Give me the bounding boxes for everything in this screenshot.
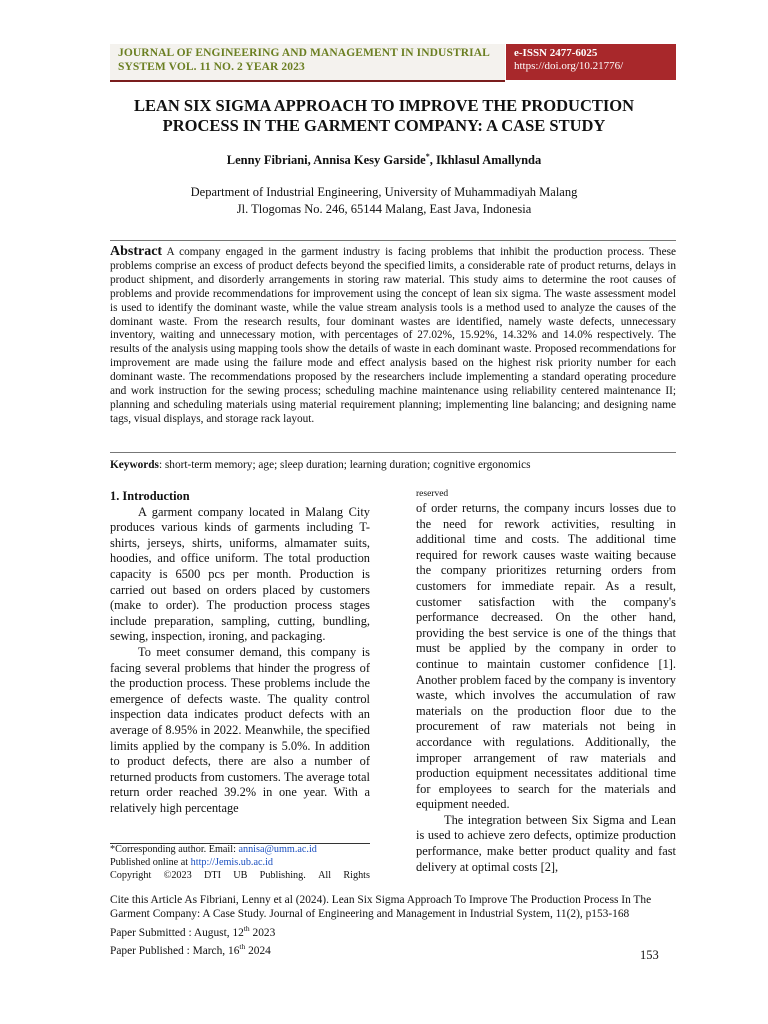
journal-name-line2: SYSTEM VOL. 11 NO. 2 YEAR 2023: [118, 61, 305, 73]
right-column: [416, 501, 676, 875]
affiliation: [100, 184, 668, 218]
published-date-label: Paper Published : March, 16: [110, 944, 240, 957]
reserved-label: reserved: [416, 489, 449, 499]
journal-header: [110, 44, 505, 82]
journal-name-line1: JOURNAL OF ENGINEERING AND MANAGEMENT IN INDUSTRIAL: [118, 47, 490, 59]
journal-name: [110, 44, 505, 74]
title-line2: PROCESS IN THE GARMENT COMPANY: A CASE STUDY: [162, 116, 606, 135]
page-number: 153: [640, 948, 659, 962]
intro-paragraph-3: of order returns, the company incurs losses due to the need for rework activities, resulting in additional time and costs. The additional time required for rework causes waste waiting because the company prioritizes returning orders from customers for immediate repair. As a result, customer satisfaction with the company's performance decreased. On the other hand, providing the best service is one of the things that must be applied by the company in order to continue to maintain customer confidence [1]. Another problem faced by the company is inventory waste, which involves the accumulation of raw materials on the production floor due to the procurement of raw materials not being in accordance with regulations. Additionally, the improper arrangement of raw materials and production equipment necessitates additional time for employees to search for the materials and equipment needed.: [416, 501, 676, 812]
abstract-bottom-rule: [110, 452, 676, 453]
submitted-year: 2023: [249, 926, 276, 939]
intro-paragraph-1: A garment company located in Malang City produces various kinds of garments including T-shirts, jerseys, shirts, uniforms, almamater suits, hoodies, and office uniform. The total production capacity is 6500 pcs per month. Production is carried out based on orders placed by customers (make to order). The production process stages include preparation, sampling, cutting, bundling, sewing, inspection, ironing, and packaging.: [110, 504, 370, 644]
keywords-text: : short-term memory; age; sleep duration; learning duration; cognitive ergonomics: [158, 459, 531, 471]
intro-paragraph-4: The integration between Six Sigma and Lean is used to achieve zero defects, optimize production performance, make better product quality and fast delivery at optimal costs [2],: [416, 812, 676, 874]
affiliation-line2: Jl. Tlogomas No. 246, 65144 Malang, East Java, Indonesia: [236, 202, 532, 216]
doi-link[interactable]: https://doi.org/10.21776/: [514, 60, 624, 72]
paper-published: [110, 940, 676, 958]
author-list-rest: , Ikhlasul Amallynda: [429, 153, 542, 168]
copyright-word-1: Copyright: [110, 869, 152, 881]
authors: [100, 152, 668, 168]
keywords-label: Keywords: [110, 459, 159, 471]
eissn: e-ISSN 2477-6025: [514, 47, 598, 59]
paper-title: [100, 96, 668, 136]
published-year: 2024: [245, 944, 271, 957]
published-sup: th: [239, 942, 246, 952]
copyright-word-7: Rights: [343, 869, 370, 881]
copyright-word-6: All: [318, 869, 332, 881]
journal-url-link[interactable]: http://Jemis.ub.ac.id: [190, 856, 273, 868]
published-online: [110, 857, 370, 870]
corresponding-label: *Corresponding author. Email:: [110, 844, 239, 855]
copyright-word-4: UB: [233, 869, 248, 881]
submitted-sup: th: [243, 923, 250, 933]
citation-text: Cite this Article As Fibriani, Lenny et al (2024). Lean Six Sigma Approach To Improve The Production Process In The Garment Company: A Case Study. Journal of Engineering and Management in Industrial System, 11(2), p153-168: [110, 894, 652, 921]
email-link[interactable]: annisa@umm.ac.id: [238, 844, 317, 855]
copyright-word-2: ©2023: [163, 869, 192, 881]
abstract: [110, 245, 676, 427]
title-line1: LEAN SIX SIGMA APPROACH TO IMPROVE THE PRODUCTION: [133, 96, 635, 115]
paper-submitted: [110, 922, 676, 940]
footnote: [110, 844, 370, 882]
abstract-heading: Abstract: [110, 244, 163, 259]
abstract-top-rule: [110, 240, 676, 241]
affiliation-line1: Department of Industrial Engineering, University of Muhammadiyah Malang: [190, 185, 578, 199]
published-label: Published online at: [110, 856, 191, 868]
corresponding-author: [110, 844, 370, 857]
copyright-word-5: Publishing.: [259, 869, 306, 881]
keywords: [110, 459, 676, 471]
abstract-text: A company engaged in the garment industry is facing problems that inhibit the production process. These problems comprise an excess of product defects beyond the specified limits, a considerable rate of product returns, delays in product shipment, and disorderly arrangements in storing raw material. This study aims to determine the root causes of problems and provide recommendations for improvement using the concept of lean six sigma. The waste assessment model is used to identify the dominant waste, while the value stream analysis tools is a method used to analyze the causes of the dominant waste. From the research results, four dominant wastes are identified, namely waste defects, unnecessary inventory, waiting and unnecessary motion, with percentages of 27.02%, 15.92%, 14.32% and 14.0% respectively. The results of the analysis using mapping tools show the details of waste in each dominant waste. Proposed recommendations for improvement are made using the failure mode and effect analysis based on the highest risk priority number for each dominant waste. The recommendations proposed by the researchers include implementing a standard operating procedure and work instruction for the sewing process; scheduling machine maintenance using reliability centered maintenance II; planning and scheduling materials using material requirement planning; implementing line balancing; and designing name tags, visual displays, and storage rack layout.: [110, 246, 676, 425]
corresponding-mark: *: [425, 152, 430, 161]
copyright: [110, 870, 370, 883]
copyright-word-3: DTI: [203, 869, 221, 881]
intro-paragraph-2: To meet consumer demand, this company is facing several problems that hinder the progress of the production process. These problems include the emergence of defects waste. The quality control inspection data indicates product defects with an average of 8.95% in 2022. Meanwhile, the specified limits applied by the company is 5.0%. In addition to product defects, there are also a number of returned products from customers. The average total return order reached 39.2% in one year. With a relatively high percentage: [110, 644, 370, 815]
author-list: Lenny Fibriani, Annisa Kesy Garside: [226, 153, 426, 168]
section-heading: 1. Introduction: [110, 489, 190, 503]
citation-block: [110, 893, 676, 958]
left-column: [110, 489, 370, 816]
submitted-label: Paper Submitted : August, 12: [110, 926, 244, 939]
issn-box: [506, 44, 676, 80]
